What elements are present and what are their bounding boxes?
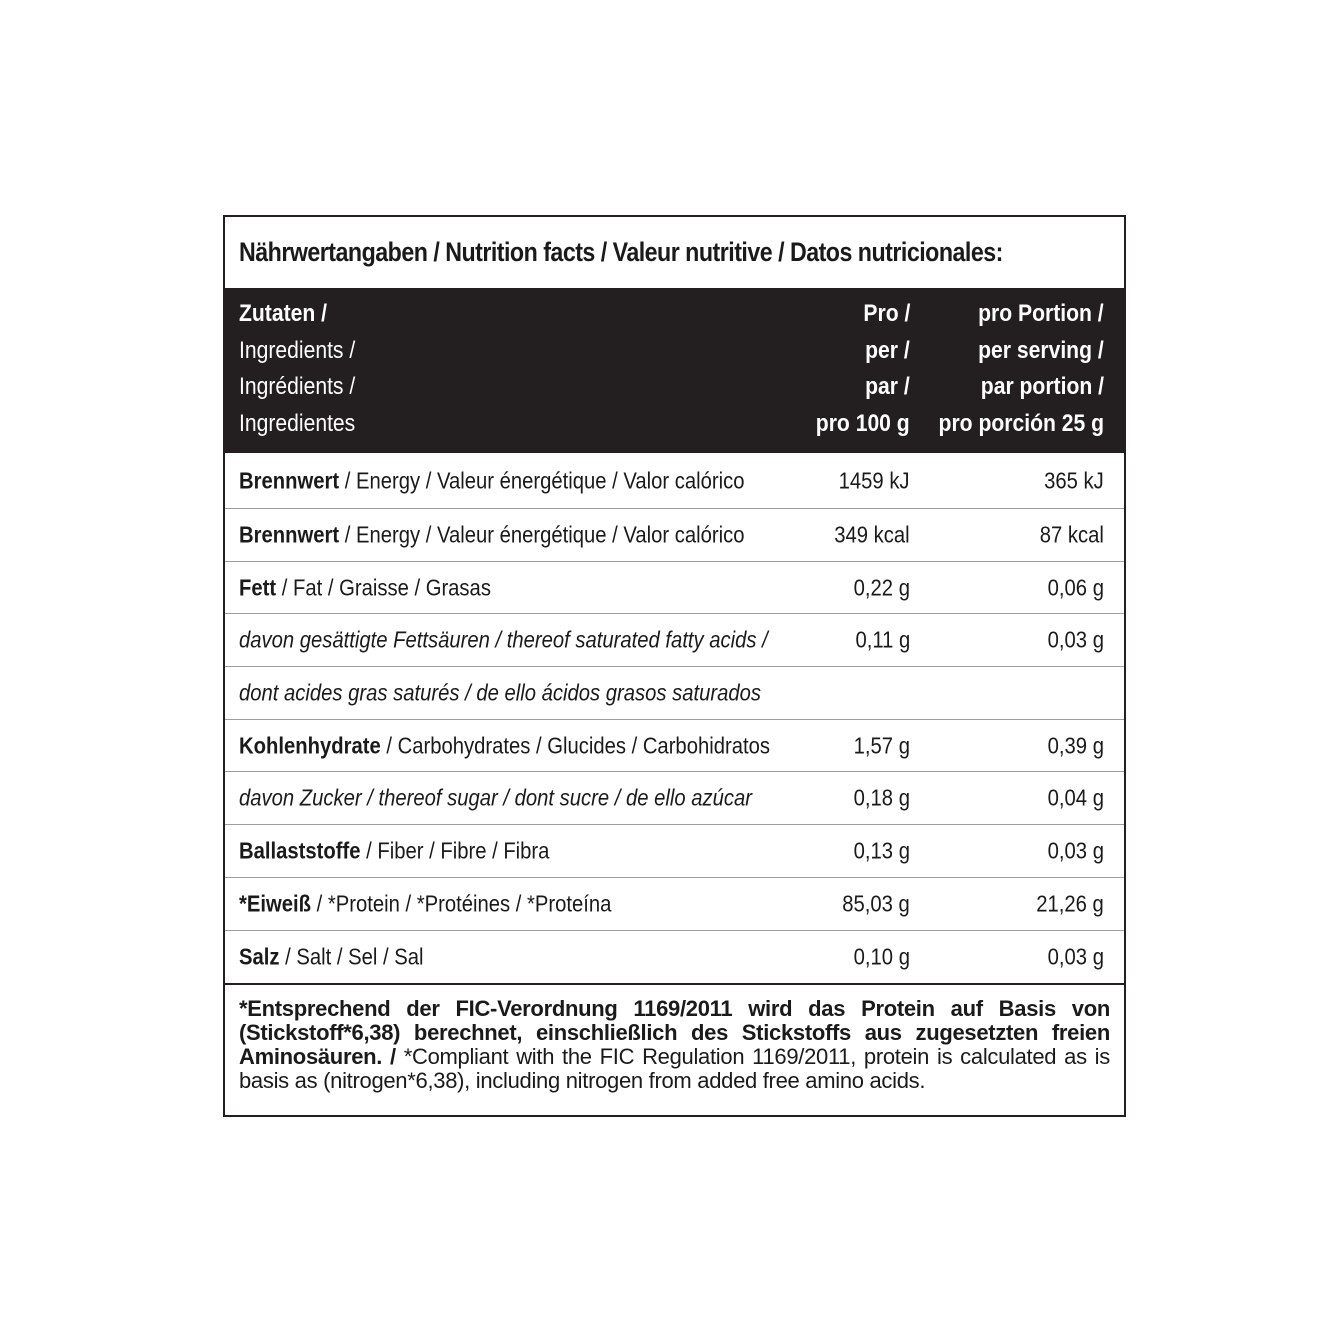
nutrient-name-rest: / Fiber / Fibre / Fibra [360, 837, 550, 864]
header-portion-fr: par portion / [980, 373, 1104, 400]
value-per-portion [1027, 890, 1104, 917]
value-per-100g [846, 732, 910, 759]
value-per-portion [1040, 627, 1104, 654]
table-row [225, 509, 1124, 562]
value-per-100g-text: 0,13 g [853, 837, 910, 864]
table-row [225, 562, 1124, 615]
table-row [225, 720, 1124, 773]
nutrient-name [239, 679, 832, 706]
value-per-portion [1040, 785, 1104, 812]
value-per-portion-text: 0,03 g [1047, 837, 1104, 864]
value-per-portion-text: 0,03 g [1047, 943, 1104, 969]
nutrient-name [239, 732, 842, 759]
value-per-portion-text: 0,39 g [1047, 732, 1104, 759]
value-per-100g-text: 85,03 g [842, 890, 910, 917]
nutrient-name [239, 785, 822, 812]
table-row [225, 614, 1124, 667]
header-portion-de: pro Portion / [978, 300, 1104, 327]
table-row [225, 931, 1124, 985]
value-per-portion-text: 0,03 g [1047, 626, 1104, 653]
footnote [225, 985, 1124, 1093]
nutrient-name-rest: / Energy / Valeur énergétique / Valor calórico [339, 467, 745, 493]
nutrient-name-bold: Fett [239, 574, 277, 601]
nutrient-name-bold: Brennwert [239, 521, 340, 548]
table-row [225, 667, 1124, 720]
header-ingredients-en: Ingredients / [239, 336, 356, 364]
value-per-100g-text: 349 kcal [834, 521, 910, 548]
value-per-portion-text: 0,04 g [1047, 784, 1104, 811]
value-per-100g [846, 943, 910, 970]
nutrient-name-rest: dont acides gras saturés / de ello ácidos grasos saturados [239, 679, 762, 706]
value-per-portion-text: 0,06 g [1047, 574, 1104, 601]
table-row [225, 878, 1124, 931]
nutrient-name-bold: *Eiweiß [239, 890, 311, 917]
label-title-text: Nährwertangaben / Nutrition facts / Valeur nutritive / Datos nutricionales: [239, 237, 1003, 267]
header-ingredients-es: Ingredientes [239, 409, 356, 437]
value-per-portion-text: 87 kcal [1039, 521, 1104, 548]
label-title [225, 217, 1124, 288]
value-per-100g-text: 0,22 g [853, 574, 910, 601]
value-per-100g-text: 1459 kJ [839, 467, 910, 493]
header-portion-es: pro porción 25 g [938, 409, 1104, 437]
nutrient-name [239, 467, 813, 494]
value-per-100g [846, 837, 910, 864]
value-per-100g-text: 0,11 g [855, 626, 910, 653]
header-per100-en: per / [865, 336, 910, 364]
nutrient-name-rest: / Salt / Sel / Sal [279, 943, 424, 969]
header-ingredients-column [239, 296, 371, 442]
nutrient-name [239, 627, 840, 654]
value-per-100g-text: 0,18 g [853, 784, 910, 811]
header-ingredients-fr: Ingrédients / [239, 373, 356, 400]
header-portion-en: per serving / [978, 336, 1104, 364]
value-per-portion [1031, 521, 1104, 548]
header-per100-de: Pro / [863, 300, 910, 327]
value-per-portion [1040, 837, 1104, 864]
table-row [225, 453, 1124, 509]
table-header [225, 288, 1124, 453]
value-per-portion [1040, 574, 1104, 601]
value-per-portion [1036, 467, 1104, 494]
nutrition-label [223, 215, 1126, 1117]
nutrient-name-rest: / Fat / Graisse / Grasas [276, 574, 491, 601]
nutrient-name-bold: Kohlenhydrate [239, 732, 381, 759]
nutrient-name [239, 521, 813, 548]
table-row [225, 825, 1124, 878]
nutrient-name-bold: Salz [239, 943, 280, 969]
value-per-portion [1040, 943, 1104, 970]
nutrient-name-bold: Ballaststoffe [239, 837, 361, 864]
value-per-100g-text: 0,10 g [853, 943, 910, 969]
nutrient-name [239, 890, 662, 917]
value-per-100g [829, 467, 910, 494]
value-per-100g [833, 890, 910, 917]
nutrient-name [239, 574, 525, 601]
nutrient-name-bold: Brennwert [239, 467, 340, 493]
value-per-100g [846, 574, 910, 601]
value-per-100g [848, 627, 910, 654]
value-per-portion [1040, 732, 1104, 759]
footnote-german: *Entsprechend der FIC-Verordnung 1169/2011 wird das Protein auf Basis von (Stickstoff*6,38) berechnet, einschließlich des Stickstoffs aus zugesetzten freien Aminosäuren. / [239, 995, 1110, 1069]
nutrient-name-rest: / Carbohydrates / Glucides / Carbohidratos [380, 732, 770, 759]
header-ingredients-de: Zutaten / [239, 300, 327, 327]
nutrient-rows [225, 453, 1124, 985]
header-per100-column [803, 296, 910, 442]
nutrient-name [239, 943, 449, 970]
header-per100-es: pro 100 g [816, 409, 910, 437]
header-portion-column [916, 296, 1104, 442]
header-per100-fr: par / [865, 373, 910, 400]
nutrient-name-rest: / Energy / Valeur énergétique / Valor calórico [339, 521, 745, 548]
nutrient-name [239, 837, 592, 864]
value-per-portion-text: 21,26 g [1036, 890, 1104, 917]
table-row [225, 772, 1124, 825]
nutrient-name-rest: / *Protein / *Protéines / *Proteína [310, 890, 612, 917]
value-per-100g [824, 521, 910, 548]
nutrient-name-rest: davon Zucker / thereof sugar / dont sucre / de ello azúcar [239, 784, 753, 811]
value-per-100g [846, 785, 910, 812]
nutrient-name-rest: davon gesättigte Fettsäuren / thereof saturated fatty acids / [239, 626, 768, 653]
footnote-english: *Compliant with the FIC Regulation 1169/2011, protein is calculated as is basis as (nitrogen*6,38), including nitrogen from added free amino acids. [239, 1043, 1110, 1093]
value-per-100g-text: 1,57 g [853, 732, 910, 759]
value-per-portion-text: 365 kJ [1044, 467, 1104, 493]
